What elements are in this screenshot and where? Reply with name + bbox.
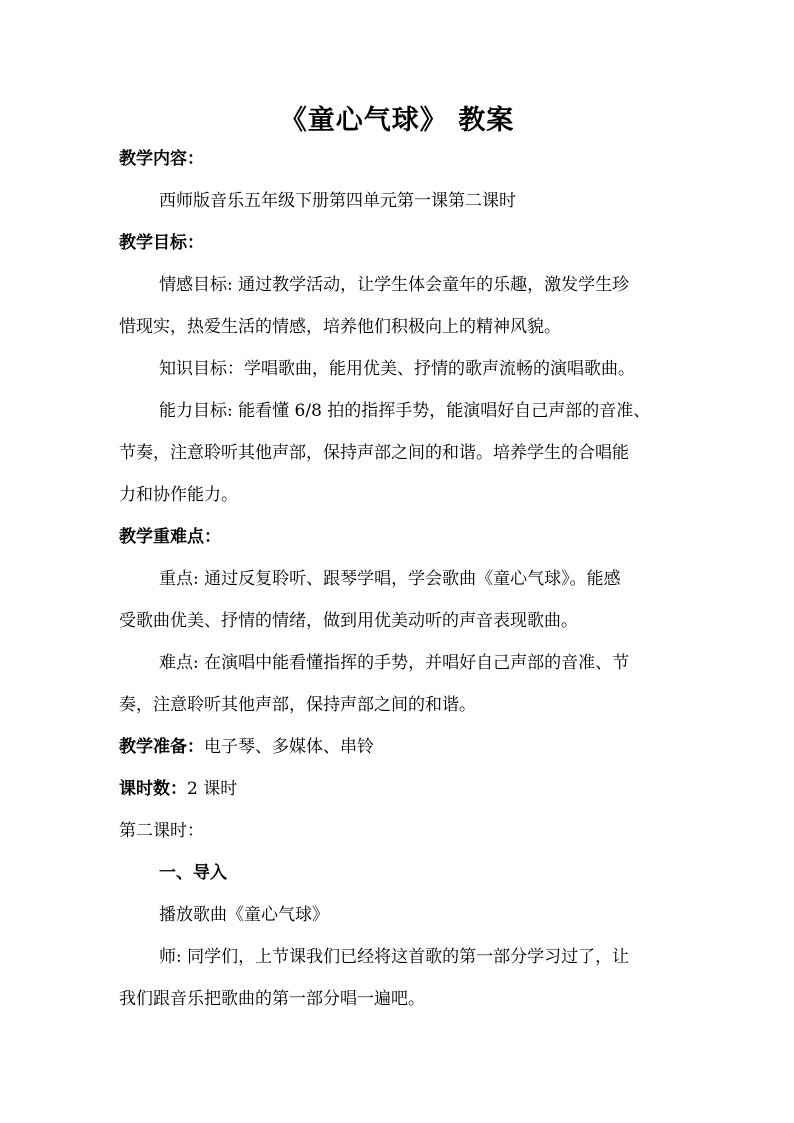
goal-knowledge: 知识目标：学唱歌曲，能用优美、抒情的歌声流畅的演唱歌曲。 xyxy=(159,359,635,379)
prep-value: 电子琴、多媒体、串铃 xyxy=(204,737,374,757)
key-heading: 教学重难点： xyxy=(119,527,221,547)
second-lesson-label: 第二课时： xyxy=(119,821,204,841)
key-point-line-1: 重点: 通过反复聆听、跟琴学唱，学会歌曲《童心气球》。能感 xyxy=(159,569,621,589)
hours-label: 课时数： xyxy=(119,779,187,799)
intro-heading: 一、导入 xyxy=(159,863,227,883)
goal-ability-line-3: 力和协作能力。 xyxy=(119,485,238,505)
difficult-point-line-1: 难点: 在演唱中能看懂指挥的手势，并唱好自己声部的音准、节 xyxy=(159,653,630,673)
goal-emotion-line-2: 惜现实，热爱生活的情感，培养他们积极向上的精神风貌。 xyxy=(119,317,561,337)
goal-heading: 教学目标： xyxy=(119,233,204,253)
key-point-line-2: 受歌曲优美、抒情的情绪，做到用优美动听的声音表现歌曲。 xyxy=(119,611,578,631)
content-heading: 教学内容： xyxy=(119,149,204,169)
document-title: 《童心气球》 教案 xyxy=(279,105,515,136)
hours-value: 2 课时 xyxy=(187,779,238,799)
goal-ability-line-2: 节奏，注意聆听其他声部，保持声部之间的和谐。培养学生的合唱能 xyxy=(119,443,629,463)
prep-label: 教学准备： xyxy=(119,737,204,757)
goal-ability-line-1: 能力目标: 能看懂 6/8 拍的指挥手势，能演唱好自己声部的音准、 xyxy=(159,401,651,421)
prep-row xyxy=(119,736,679,758)
difficult-point-line-2: 奏，注意聆听其他声部，保持声部之间的和谐。 xyxy=(119,695,476,715)
teacher-line-2: 我们跟音乐把歌曲的第一部分唱一遍吧。 xyxy=(119,989,425,1009)
goal-emotion-line-1: 情感目标: 通过教学活动，让学生体会童年的乐趣，激发学生珍 xyxy=(159,275,630,295)
teacher-line-1: 师: 同学们，上节课我们已经将这首歌的第一部分学习过了，让 xyxy=(159,947,630,967)
hours-row xyxy=(119,778,679,800)
intro-play: 播放歌曲《童心气球》 xyxy=(159,905,329,925)
content-text: 西师版音乐五年级下册第四单元第一课第二课时 xyxy=(159,191,516,211)
